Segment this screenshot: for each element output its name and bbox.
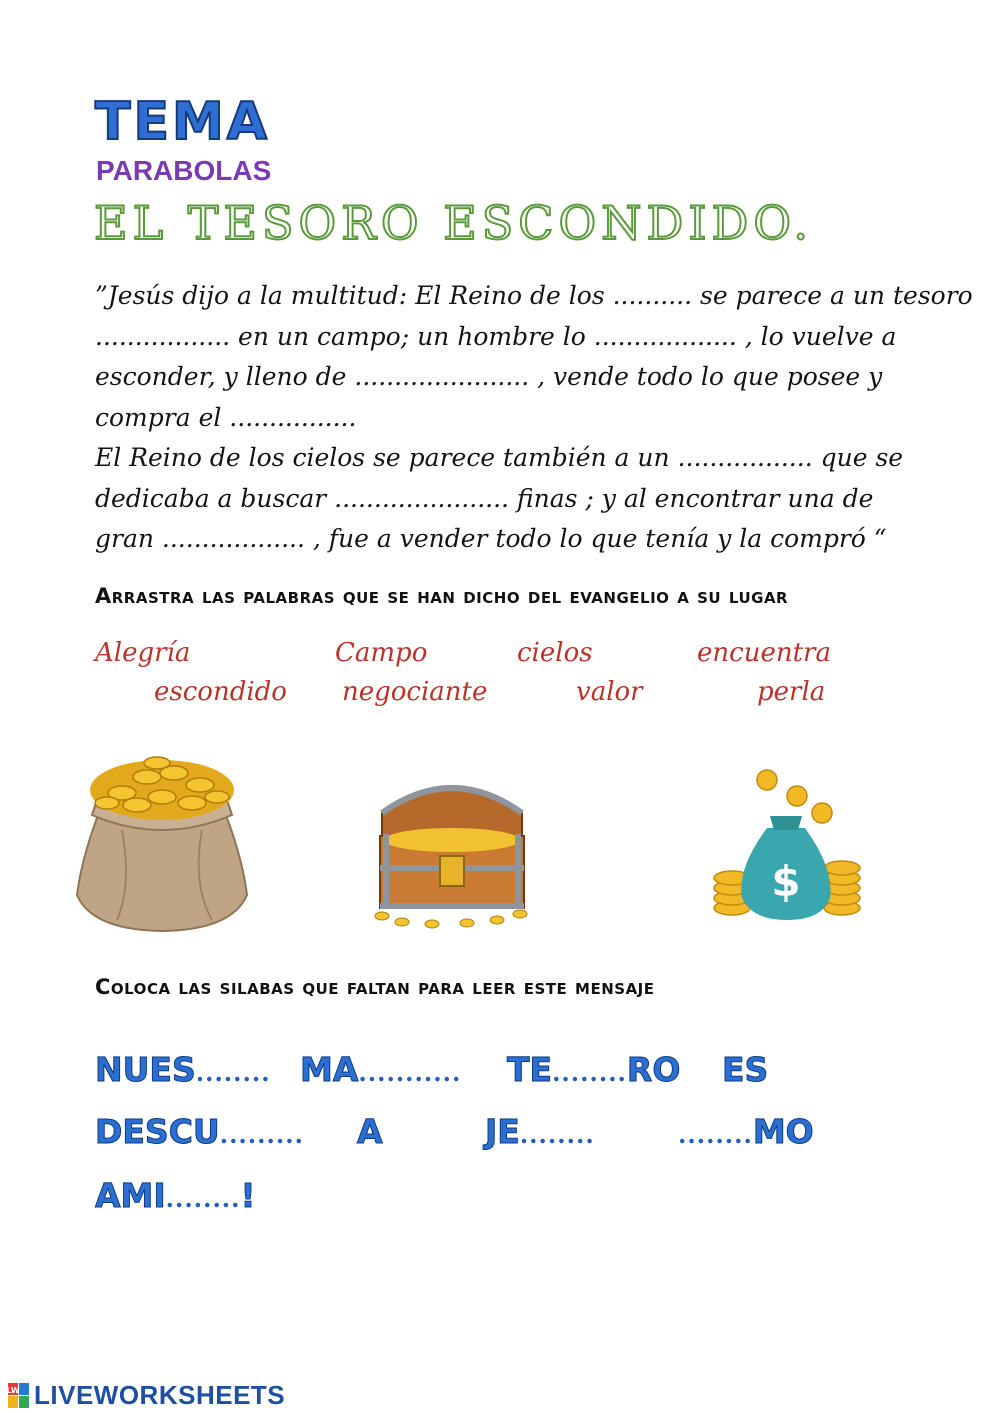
- syllable-a: [357, 1112, 383, 1151]
- liveworksheets-logo[interactable]: [8, 1380, 285, 1411]
- word-negociante[interactable]: negociante: [342, 677, 488, 707]
- syllable-blank[interactable]: ........: [678, 1120, 753, 1149]
- syllable-te-ro: [507, 1050, 680, 1089]
- syllable-mo: [678, 1112, 814, 1151]
- passage-line: gran .................. , fue a vender todo lo que tenía y la compró “: [95, 524, 887, 553]
- syllable-text: TE: [507, 1050, 553, 1089]
- drag-instruction: Arrastra las palabras que se han dicho del evangelio a su lugar: [95, 584, 789, 608]
- syllable-blank[interactable]: ...........: [358, 1058, 462, 1087]
- tema-heading: TEMA: [95, 92, 270, 152]
- syllable-nues: [95, 1050, 271, 1089]
- svg-text:$: $: [771, 857, 801, 906]
- syllable-blank[interactable]: ........: [165, 1184, 241, 1213]
- syllable-blank[interactable]: ........: [519, 1120, 595, 1149]
- syllables-instruction: Coloca las silabas que faltan para leer este mensaje: [95, 975, 655, 999]
- syllable-text: A: [357, 1112, 383, 1151]
- word-escondido[interactable]: escondido: [154, 677, 287, 707]
- word-alegria[interactable]: Alegría: [95, 638, 191, 668]
- syllable-text: RO: [626, 1050, 681, 1089]
- gospel-passage: [95, 276, 973, 560]
- treasure-chest-icon: [372, 768, 537, 933]
- syllable-es: [722, 1050, 768, 1089]
- syllable-text: MO: [752, 1112, 814, 1151]
- syllable-text: JE: [485, 1112, 520, 1151]
- syllable-text: AMI: [95, 1176, 166, 1215]
- word-perla[interactable]: perla: [757, 677, 826, 707]
- syllable-text: DESCU: [95, 1112, 220, 1151]
- syllable-blank[interactable]: ........: [552, 1058, 627, 1087]
- syllable-text: ES: [722, 1050, 769, 1089]
- syllable-blank[interactable]: .........: [219, 1120, 304, 1149]
- sack-of-gold-icon: [62, 745, 262, 935]
- subtitle-parabolas: PARABOLAS: [96, 155, 272, 186]
- word-cielos[interactable]: cielos: [517, 638, 593, 668]
- syllable-ami: [95, 1176, 256, 1215]
- syllable-blank[interactable]: ........: [195, 1058, 271, 1087]
- passage-line: compra el ................: [95, 402, 357, 432]
- liveworksheets-badge-icon: [8, 1383, 30, 1409]
- passage-line: dedicaba a buscar ...................... finas ; y al encontrar una de: [95, 483, 874, 513]
- syllable-descu: [95, 1112, 304, 1151]
- passage-line: ................. en un campo; un hombre lo .................. , lo vuelve a: [95, 321, 897, 351]
- badge-letter-l: LW: [6, 1385, 20, 1395]
- syllable-text: !: [240, 1176, 256, 1215]
- page-title: EL TESORO ESCONDIDO.: [94, 196, 814, 250]
- syllable-text: NUES: [95, 1050, 196, 1089]
- passage-line: ”Jesús dijo a la multitud: El Reino de los .......... se parece a un tesoro: [95, 281, 973, 310]
- money-bag-icon: [712, 768, 862, 928]
- passage-line: El Reino de los cielos se parece también a un ................. que se: [95, 443, 904, 472]
- word-encuentra[interactable]: encuentra: [697, 638, 831, 668]
- syllable-text: MA: [300, 1050, 359, 1089]
- liveworksheets-brand: LIVEWORKSHEETS: [34, 1380, 286, 1410]
- syllable-je: [485, 1112, 595, 1151]
- word-campo[interactable]: Campo: [335, 638, 428, 668]
- syllable-ma: [300, 1050, 461, 1089]
- passage-line: esconder, y lleno de ...................... , vende todo lo que posee y: [95, 362, 883, 391]
- word-valor[interactable]: valor: [576, 677, 643, 707]
